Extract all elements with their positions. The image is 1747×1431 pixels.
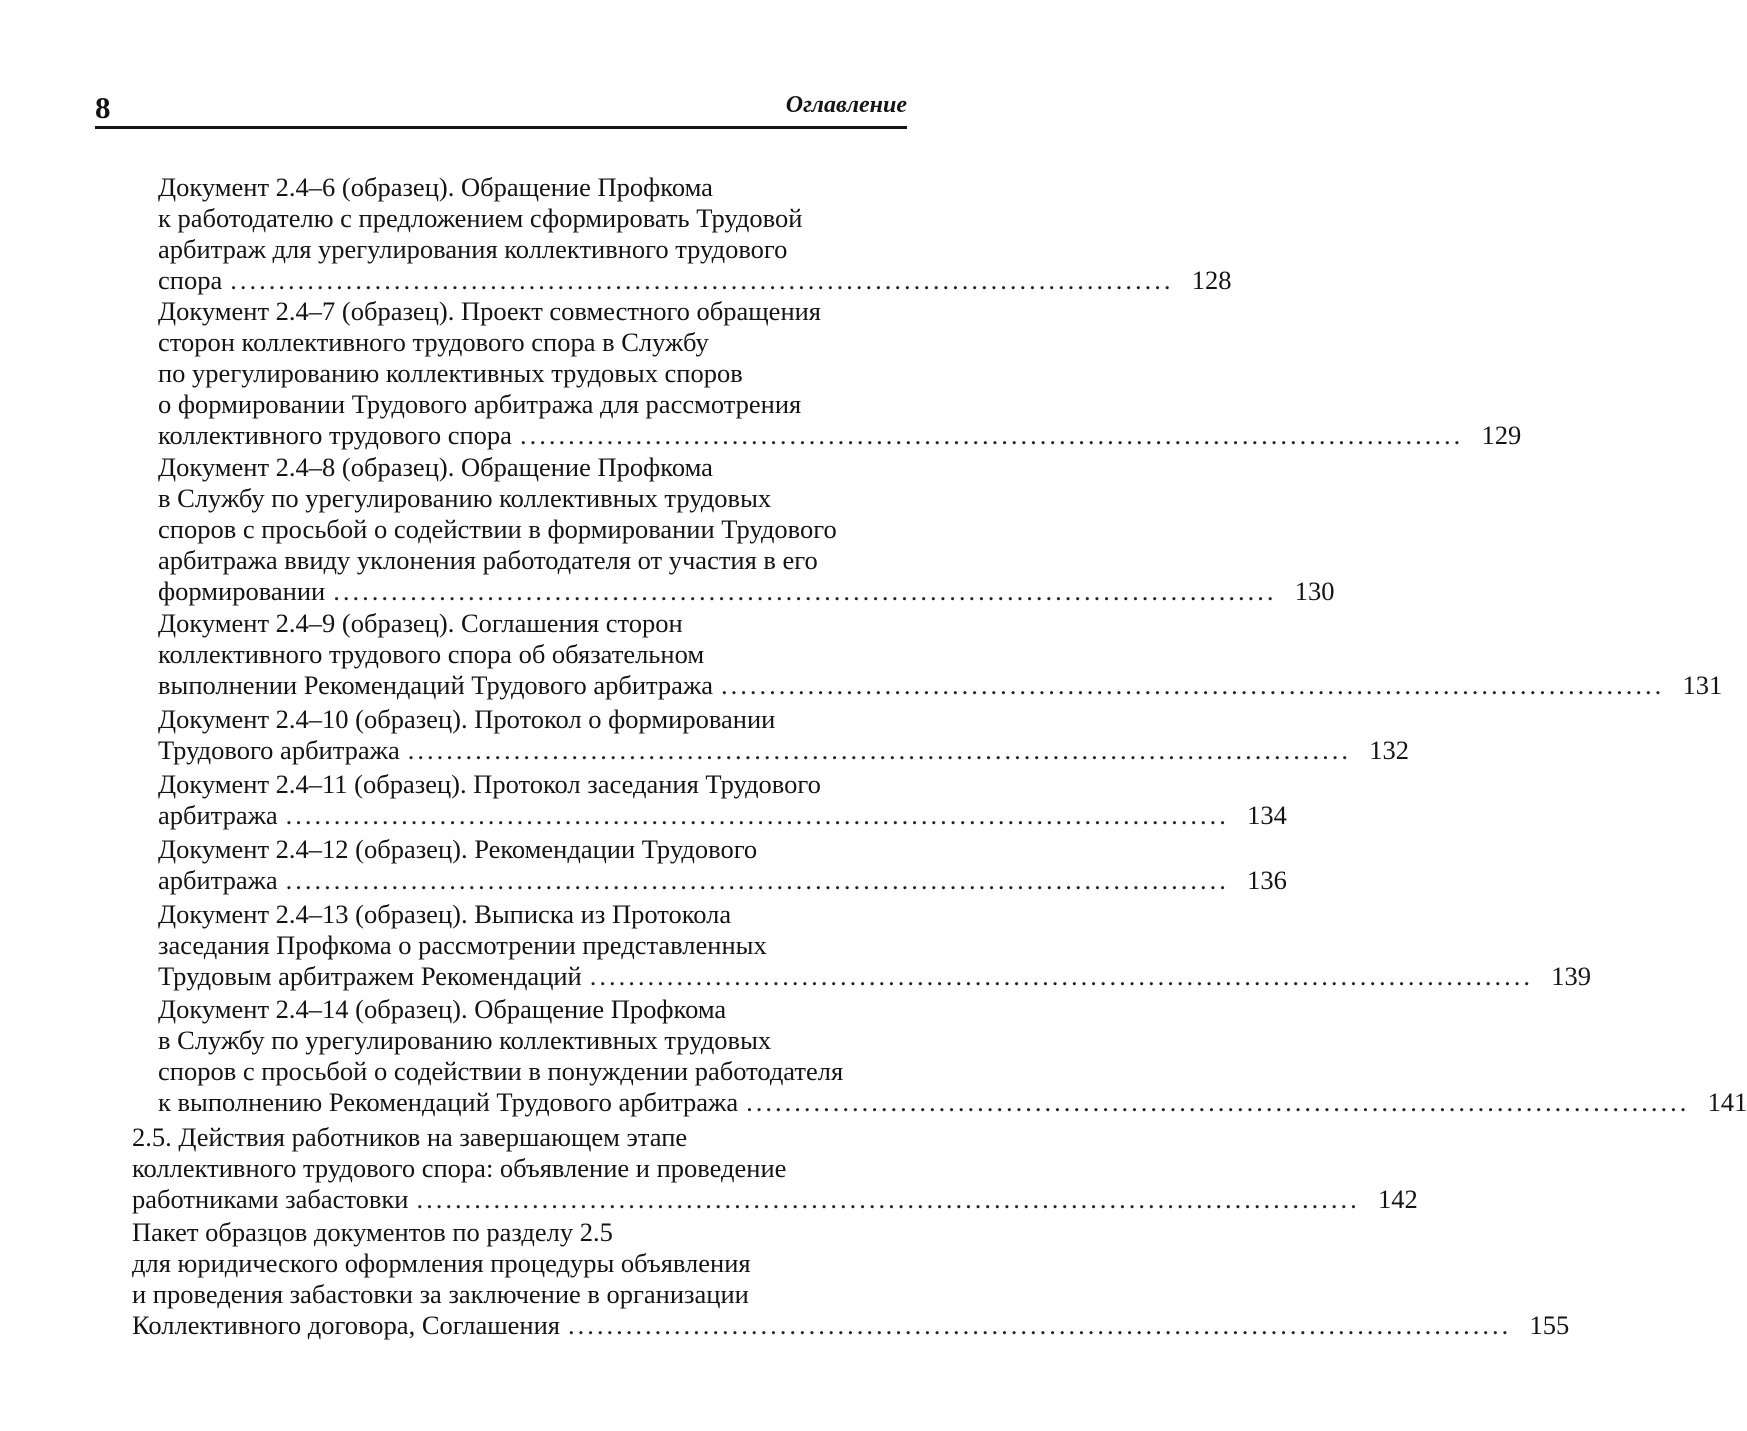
toc-entry-last-line	[158, 961, 1591, 992]
toc-entry-last-line	[132, 1184, 1418, 1215]
toc-entry-line: Документ 2.4–6 (образец). Обращение Профкома	[158, 172, 713, 202]
toc-page-number: 131	[1682, 670, 1723, 700]
running-title: Оглавление	[785, 92, 907, 118]
toc-page-number: 132	[1369, 735, 1409, 765]
toc-entry-line: формировании	[158, 576, 326, 606]
dot-leader: ..................................................................................................	[230, 265, 1174, 295]
toc-entry-line: коллективного трудового спора: объявление и проведение	[132, 1153, 787, 1183]
toc-page-number: 139	[1551, 961, 1591, 991]
toc-entry-line: к работодателю с предложением сформировать Трудовой	[158, 203, 803, 233]
toc-entry-line: 2.5. Действия работников на завершающем этапе	[132, 1122, 688, 1152]
toc-entry-line: Документ 2.4–10 (образец). Протокол о формировании	[158, 704, 776, 734]
toc-entry-line: арбитраж для урегулирования коллективного трудового	[158, 234, 788, 264]
toc-page-number: 142	[1377, 1184, 1418, 1214]
toc-page-number: 134	[1247, 800, 1287, 830]
toc-entry-line: споров с просьбой о содействии в формировании Трудового	[158, 514, 837, 544]
toc-entry-line: коллективного трудового спора	[158, 420, 512, 450]
page-number: 8	[95, 90, 111, 125]
toc-entry[interactable]	[158, 769, 1287, 831]
toc-entry-line: Документ 2.4–13 (образец). Выписка из Протокола	[158, 899, 732, 929]
toc-entry[interactable]	[158, 994, 1747, 1118]
toc-entry-line: в Службу по урегулированию коллективных трудовых	[158, 483, 772, 513]
dot-leader: ..................................................................................................	[333, 576, 1277, 606]
toc-entry-line: в Службу по урегулированию коллективных трудовых	[158, 1025, 772, 1055]
toc-entry-line: Пакет образцов документов по разделу 2.5	[132, 1217, 613, 1247]
toc-entry-last-line	[132, 1310, 1570, 1341]
toc-page-number: 129	[1481, 420, 1522, 450]
toc-entry-last-line	[158, 1087, 1747, 1118]
toc-entry[interactable]	[158, 608, 1723, 701]
toc-entry[interactable]	[158, 296, 1522, 451]
toc-page-number: 141	[1707, 1087, 1747, 1117]
toc-entry-line: споров с просьбой о содействии в понуждении работодателя	[158, 1056, 844, 1086]
toc-entry-line: Документ 2.4–7 (образец). Проект совместного обращения	[158, 296, 821, 326]
toc-entry-line: спора	[158, 265, 223, 295]
toc-entry-last-line	[158, 576, 1335, 607]
toc-entry[interactable]	[158, 172, 1232, 296]
toc-entry[interactable]	[158, 704, 1409, 766]
dot-leader: ..................................................................................................	[285, 865, 1229, 895]
toc-entry-line: и проведения забастовки за заключение в организации	[132, 1279, 749, 1309]
dot-leader: ..................................................................................................	[285, 800, 1229, 830]
dot-leader: ..................................................................................................	[721, 670, 1665, 700]
dot-leader: ..................................................................................................	[746, 1087, 1690, 1117]
toc-entry-line: работниками забастовки	[132, 1184, 409, 1214]
toc-entry-line: коллективного трудового спора об обязательном	[158, 639, 705, 669]
toc-entry-line: арбитража	[158, 865, 278, 895]
toc-entry-line: заседания Профкома о рассмотрении представленных	[158, 930, 767, 960]
toc-entry-line: к выполнению Рекомендаций Трудового арбитража	[158, 1087, 739, 1117]
toc-page-number: 128	[1191, 265, 1232, 295]
toc-entry-line: Документ 2.4–11 (образец). Протокол заседания Трудового	[158, 769, 821, 799]
toc-entry-line: Трудовым арбитражем Рекомендаций	[158, 961, 582, 991]
toc-entry-line: выполнении Рекомендаций Трудового арбитража	[158, 670, 714, 700]
toc-section-entry[interactable]	[132, 1122, 1418, 1215]
dot-leader: ..................................................................................................	[407, 735, 1351, 765]
toc-entry[interactable]	[158, 899, 1591, 992]
page-header	[95, 86, 907, 129]
toc-entry-line: Коллективного договора, Соглашения	[132, 1310, 560, 1340]
toc-entry-last-line	[158, 670, 1723, 701]
toc-section-entry[interactable]	[132, 1217, 1570, 1341]
toc-entry-line: Документ 2.4–14 (образец). Обращение Профкома	[158, 994, 727, 1024]
toc-entry-line: Документ 2.4–9 (образец). Соглашения сторон	[158, 608, 683, 638]
toc-page-number: 130	[1294, 576, 1335, 606]
toc-entry-line: для юридического оформления процедуры объявления	[132, 1248, 751, 1278]
dot-leader: ..................................................................................................	[589, 961, 1533, 991]
toc-entry-last-line	[158, 735, 1409, 766]
toc-entry[interactable]	[158, 452, 1335, 607]
dot-leader: ..................................................................................................	[416, 1184, 1360, 1214]
toc-entry-line: сторон коллективного трудового спора в Службу	[158, 327, 709, 357]
toc-entry-line: Трудового арбитража	[158, 735, 400, 765]
toc-entry-line: о формировании Трудового арбитража для рассмотрения	[158, 389, 802, 419]
toc-entry-last-line	[158, 265, 1232, 296]
dot-leader: ..................................................................................................	[567, 1310, 1512, 1340]
toc-entry-line: Документ 2.4–12 (образец). Рекомендации Трудового	[158, 834, 758, 864]
toc-entry-last-line	[158, 800, 1287, 831]
toc-entry-line: по урегулированию коллективных трудовых споров	[158, 358, 743, 388]
dot-leader: ..................................................................................................	[519, 420, 1464, 450]
toc-entry-line: арбитража	[158, 800, 278, 830]
toc-entry-line: арбитража ввиду уклонения работодателя от участия в его	[158, 545, 818, 575]
toc-entry[interactable]	[158, 834, 1287, 896]
toc-page-number: 136	[1247, 865, 1287, 895]
toc-page-number: 155	[1529, 1310, 1570, 1340]
toc-entry-last-line	[158, 420, 1522, 451]
toc-entry-last-line	[158, 865, 1287, 896]
toc-entry-line: Документ 2.4–8 (образец). Обращение Профкома	[158, 452, 713, 482]
